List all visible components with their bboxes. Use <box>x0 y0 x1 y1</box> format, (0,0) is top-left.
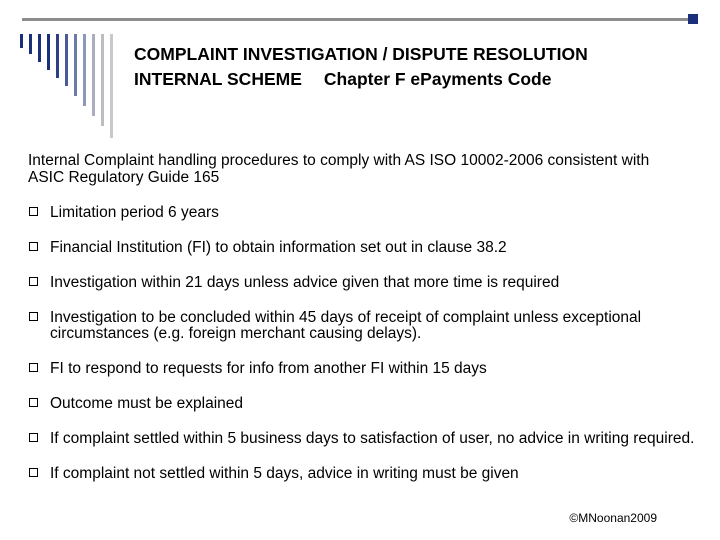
copyright-notice: ©MNoonan2009 <box>569 511 657 525</box>
decorative-bar <box>20 34 23 48</box>
slide-title <box>134 42 704 92</box>
decorative-bar <box>74 34 77 96</box>
decorative-bar <box>101 34 104 126</box>
bullet-text: Investigation to be concluded within 45 days of receipt of complaint unless exceptional circumstances (e.g. foreign merchant causing delays). <box>50 309 642 342</box>
decorative-bar <box>29 34 32 54</box>
bullet-text: Outcome must be explained <box>50 395 243 412</box>
bullet-item <box>28 466 698 482</box>
bullet-item <box>28 240 698 256</box>
bullet-text: If complaint not settled within 5 days, advice in writing must be given <box>50 465 519 482</box>
decorative-bar <box>47 34 50 70</box>
decorative-bar <box>92 34 95 116</box>
bullet-item <box>28 431 698 447</box>
decorative-bar <box>38 34 41 62</box>
intro-text: Internal Complaint handling procedures to comply with AS ISO 10002-2006 consistent with ASIC Regulatory Guide 165 <box>28 152 650 186</box>
square-bullet-icon <box>29 468 38 477</box>
bullet-list <box>28 205 698 501</box>
bullet-text: Financial Institution (FI) to obtain information set out in clause 38.2 <box>50 239 507 256</box>
title-line-1: COMPLAINT INVESTIGATION / DISPUTE RESOLUTION <box>134 44 588 64</box>
title-chapter: Chapter F ePayments Code <box>323 69 552 89</box>
bullet-item <box>28 396 698 412</box>
square-bullet-icon <box>29 277 38 286</box>
bullet-text: Limitation period 6 years <box>50 204 219 221</box>
square-bullet-icon <box>29 363 38 372</box>
top-rule <box>22 18 698 21</box>
bullet-item <box>28 310 698 342</box>
square-bullet-icon <box>29 312 38 321</box>
square-bullet-icon <box>29 398 38 407</box>
bullet-item <box>28 205 698 221</box>
title-line-2 <box>134 67 704 92</box>
decorative-bar <box>65 34 68 86</box>
bullet-text: FI to respond to requests for info from another FI within 15 days <box>50 360 487 377</box>
decorative-bar <box>83 34 86 106</box>
title-scheme: INTERNAL SCHEME <box>134 69 302 89</box>
decorative-bar <box>110 34 113 138</box>
square-bullet-icon <box>29 433 38 442</box>
top-rule-end-square <box>688 14 698 24</box>
bullet-text: Investigation within 21 days unless advice given that more time is required <box>50 274 560 291</box>
bullet-text: If complaint settled within 5 business days to satisfaction of user, no advice in writing required. <box>50 430 695 447</box>
square-bullet-icon <box>29 242 38 251</box>
decorative-bar <box>56 34 59 78</box>
square-bullet-icon <box>29 207 38 216</box>
bullet-item <box>28 361 698 377</box>
bullet-item <box>28 275 698 291</box>
